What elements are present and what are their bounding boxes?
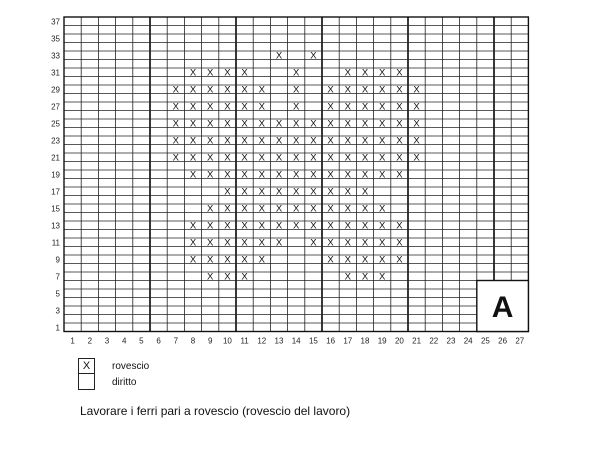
column-number-label: 9 xyxy=(207,336,213,346)
row-number-label: 21 xyxy=(51,153,60,163)
row-number-label: 31 xyxy=(51,68,60,78)
purl-stitch-mark: X xyxy=(344,84,351,96)
purl-stitch-mark: X xyxy=(189,254,197,266)
purl-stitch-mark: X xyxy=(361,186,369,198)
column-number-label: 27 xyxy=(515,336,525,346)
purl-stitch-mark: X xyxy=(379,220,386,232)
purl-stitch-mark: X xyxy=(379,84,386,96)
purl-stitch-mark: X xyxy=(189,101,197,113)
column-number-label: 8 xyxy=(190,336,196,346)
purl-stitch-mark: X xyxy=(241,169,248,181)
purl-stitch-mark: X xyxy=(327,186,334,198)
purl-stitch-mark: X xyxy=(361,254,369,266)
purl-stitch-mark: X xyxy=(224,203,231,215)
purl-stitch-mark: X xyxy=(241,271,248,283)
purl-stitch-mark: X xyxy=(241,186,248,198)
purl-stitch-mark: X xyxy=(293,220,300,232)
purl-stitch-mark: X xyxy=(379,152,386,164)
purl-stitch-mark: X xyxy=(379,67,386,79)
purl-stitch-mark: X xyxy=(207,84,214,96)
purl-stitch-mark: X xyxy=(293,203,300,215)
column-number-label: 21 xyxy=(412,336,422,346)
purl-stitch-mark: X xyxy=(224,186,231,198)
purl-stitch-mark: X xyxy=(258,254,265,266)
purl-stitch-mark: X xyxy=(172,152,179,164)
purl-stitch-mark: X xyxy=(224,237,231,249)
row-number-label: 29 xyxy=(51,85,60,95)
purl-stitch-mark: X xyxy=(207,101,214,113)
purl-stitch-mark: X xyxy=(310,220,317,232)
column-number-label: 15 xyxy=(308,336,318,346)
purl-stitch-mark: X xyxy=(258,84,265,96)
purl-stitch-mark: X xyxy=(258,101,265,113)
purl-stitch-mark: X xyxy=(361,169,369,181)
purl-stitch-mark: X xyxy=(275,186,283,198)
purl-stitch-mark: X xyxy=(327,118,334,130)
purl-stitch-mark: X xyxy=(258,220,265,232)
purl-stitch-mark: X xyxy=(189,118,197,130)
purl-stitch-mark: X xyxy=(344,220,351,232)
purl-stitch-mark: X xyxy=(241,203,248,215)
legend-purl-symbol: X xyxy=(82,360,91,372)
purl-stitch-mark: X xyxy=(327,101,334,113)
purl-stitch-mark: X xyxy=(361,220,369,232)
column-number-label: 10 xyxy=(222,336,232,346)
purl-stitch-mark: X xyxy=(361,237,369,249)
row-number-label: 33 xyxy=(51,51,60,61)
purl-stitch-mark: X xyxy=(224,101,231,113)
purl-stitch-mark: X xyxy=(361,67,369,79)
purl-stitch-mark: X xyxy=(344,135,351,147)
row-number-label: 17 xyxy=(51,187,60,197)
purl-stitch-mark: X xyxy=(224,135,231,147)
purl-stitch-mark: X xyxy=(344,67,351,79)
column-number-label: 17 xyxy=(343,336,353,346)
purl-stitch-mark: X xyxy=(361,152,369,164)
purl-stitch-mark: X xyxy=(293,186,300,198)
purl-stitch-mark: X xyxy=(327,152,334,164)
purl-stitch-mark: X xyxy=(241,135,248,147)
instruction-caption: Lavorare i ferri pari a rovescio (rovescio del lavoro) xyxy=(80,404,351,418)
purl-stitch-mark: X xyxy=(344,254,351,266)
purl-stitch-mark: X xyxy=(361,271,369,283)
purl-stitch-mark: X xyxy=(413,118,420,130)
legend-knit-box xyxy=(78,373,95,390)
purl-stitch-mark: X xyxy=(207,169,214,181)
row-number-label: 5 xyxy=(55,289,60,299)
purl-stitch-mark: X xyxy=(241,84,248,96)
purl-stitch-mark: X xyxy=(207,118,214,130)
purl-stitch-mark: X xyxy=(344,118,351,130)
purl-stitch-mark: X xyxy=(396,101,403,113)
purl-stitch-mark: X xyxy=(379,101,386,113)
purl-stitch-mark: X xyxy=(396,84,403,96)
purl-stitch-mark: X xyxy=(275,135,283,147)
purl-stitch-mark: X xyxy=(396,254,403,266)
purl-stitch-mark: X xyxy=(344,152,351,164)
purl-stitch-mark: X xyxy=(224,220,231,232)
row-number-label: 15 xyxy=(51,204,60,214)
purl-stitch-mark: X xyxy=(275,203,283,215)
purl-stitch-mark: X xyxy=(379,254,386,266)
purl-stitch-mark: X xyxy=(413,135,420,147)
purl-stitch-mark: X xyxy=(413,152,420,164)
purl-stitch-mark: X xyxy=(241,220,248,232)
purl-stitch-mark: X xyxy=(379,169,386,181)
purl-stitch-mark: X xyxy=(310,169,317,181)
column-number-label: 23 xyxy=(446,336,456,346)
purl-stitch-mark: X xyxy=(344,101,351,113)
purl-stitch-mark: X xyxy=(172,84,179,96)
purl-stitch-mark: X xyxy=(310,237,317,249)
purl-stitch-mark: X xyxy=(344,237,351,249)
column-number-label: 25 xyxy=(480,336,490,346)
row-number-label: 23 xyxy=(51,136,60,146)
purl-stitch-mark: X xyxy=(396,135,403,147)
column-number-label: 19 xyxy=(377,336,387,346)
column-number-label: 3 xyxy=(104,336,110,346)
purl-stitch-mark: X xyxy=(241,254,248,266)
column-number-label: 12 xyxy=(257,336,267,346)
purl-stitch-mark: X xyxy=(207,203,214,215)
purl-stitch-mark: X xyxy=(327,237,334,249)
purl-stitch-mark: X xyxy=(361,203,369,215)
purl-stitch-mark: X xyxy=(310,203,317,215)
purl-stitch-mark: X xyxy=(172,101,179,113)
purl-stitch-mark: X xyxy=(241,118,248,130)
purl-stitch-mark: X xyxy=(413,84,420,96)
row-number-label: 7 xyxy=(55,272,60,282)
purl-stitch-mark: X xyxy=(275,237,283,249)
purl-stitch-mark: X xyxy=(413,101,420,113)
purl-stitch-mark: X xyxy=(224,118,231,130)
purl-stitch-mark: X xyxy=(258,135,265,147)
legend-purl-label: rovescio xyxy=(112,361,150,372)
purl-stitch-mark: X xyxy=(258,186,265,198)
purl-stitch-mark: X xyxy=(241,237,248,249)
purl-stitch-mark: X xyxy=(258,203,265,215)
purl-stitch-mark: X xyxy=(361,135,369,147)
purl-stitch-mark: X xyxy=(310,152,317,164)
purl-stitch-mark: X xyxy=(207,220,214,232)
purl-stitch-mark: X xyxy=(275,118,283,130)
purl-stitch-mark: X xyxy=(293,152,300,164)
column-number-label: 24 xyxy=(463,336,473,346)
purl-stitch-mark: X xyxy=(189,84,197,96)
purl-stitch-mark: X xyxy=(344,271,351,283)
purl-stitch-mark: X xyxy=(275,152,283,164)
row-number-label: 11 xyxy=(51,238,60,248)
column-number-label: 7 xyxy=(173,336,179,346)
purl-stitch-mark: X xyxy=(172,118,179,130)
purl-stitch-mark: X xyxy=(293,118,300,130)
purl-stitch-mark: X xyxy=(189,152,197,164)
row-number-label: 19 xyxy=(51,170,60,180)
purl-stitch-mark: X xyxy=(224,84,231,96)
column-number-label: 4 xyxy=(121,336,127,346)
purl-stitch-mark: X xyxy=(379,271,386,283)
purl-stitch-mark: X xyxy=(344,203,351,215)
purl-stitch-mark: X xyxy=(275,169,283,181)
purl-stitch-mark: X xyxy=(241,101,248,113)
legend-knit-label: diritto xyxy=(112,377,137,388)
purl-stitch-mark: X xyxy=(396,220,403,232)
purl-stitch-mark: X xyxy=(189,67,197,79)
column-number-label: 1 xyxy=(70,336,75,346)
column-number-label: 11 xyxy=(240,336,249,346)
purl-stitch-mark: X xyxy=(327,169,334,181)
row-number-label: 9 xyxy=(55,255,60,265)
purl-stitch-mark: X xyxy=(189,237,197,249)
row-number-label: 1 xyxy=(55,323,60,333)
purl-stitch-mark: X xyxy=(361,118,369,130)
purl-stitch-mark: X xyxy=(396,169,403,181)
purl-stitch-mark: X xyxy=(224,67,231,79)
purl-stitch-mark: X xyxy=(224,254,231,266)
purl-stitch-mark: X xyxy=(327,135,334,147)
purl-stitch-mark: X xyxy=(310,135,317,147)
purl-stitch-mark: X xyxy=(379,135,386,147)
column-number-label: 16 xyxy=(326,336,336,346)
purl-stitch-mark: X xyxy=(293,135,300,147)
purl-stitch-mark: X xyxy=(327,203,334,215)
purl-stitch-mark: X xyxy=(189,169,197,181)
purl-stitch-mark: X xyxy=(293,67,300,79)
row-number-label: 27 xyxy=(51,102,60,112)
purl-stitch-mark: X xyxy=(310,50,317,62)
purl-stitch-mark: X xyxy=(344,186,351,198)
column-number-label: 5 xyxy=(139,336,144,346)
purl-stitch-mark: X xyxy=(275,220,283,232)
purl-stitch-mark: X xyxy=(361,84,369,96)
purl-stitch-mark: X xyxy=(241,67,248,79)
purl-stitch-mark: X xyxy=(172,135,179,147)
purl-stitch-mark: X xyxy=(207,67,214,79)
purl-stitch-mark: X xyxy=(293,101,300,113)
purl-stitch-mark: X xyxy=(207,152,214,164)
purl-stitch-mark: X xyxy=(379,203,386,215)
column-number-label: 2 xyxy=(87,336,93,346)
purl-stitch-mark: X xyxy=(344,169,351,181)
purl-stitch-mark: X xyxy=(396,67,403,79)
purl-stitch-mark: X xyxy=(241,152,248,164)
row-number-label: 37 xyxy=(51,17,60,27)
purl-stitch-mark: X xyxy=(379,118,386,130)
purl-stitch-mark: X xyxy=(207,254,214,266)
purl-stitch-mark: X xyxy=(379,237,386,249)
purl-stitch-mark: X xyxy=(258,152,265,164)
purl-stitch-mark: X xyxy=(258,118,265,130)
purl-stitch-mark: X xyxy=(293,169,300,181)
row-number-label: 13 xyxy=(51,221,60,231)
purl-stitch-mark: X xyxy=(310,186,317,198)
purl-stitch-mark: X xyxy=(258,237,265,249)
purl-stitch-mark: X xyxy=(189,135,197,147)
purl-stitch-mark: X xyxy=(224,271,231,283)
purl-stitch-mark: X xyxy=(258,169,265,181)
column-number-label: 6 xyxy=(156,336,161,346)
purl-stitch-mark: X xyxy=(396,152,403,164)
row-number-label: 3 xyxy=(55,306,60,316)
row-number-label: 35 xyxy=(51,34,60,44)
purl-stitch-mark: X xyxy=(293,84,300,96)
purl-stitch-mark: X xyxy=(207,237,214,249)
purl-stitch-mark: X xyxy=(327,84,334,96)
purl-stitch-mark: X xyxy=(224,169,231,181)
purl-stitch-mark: X xyxy=(361,101,369,113)
purl-stitch-mark: X xyxy=(396,118,403,130)
column-number-label: 13 xyxy=(274,336,284,346)
purl-stitch-mark: X xyxy=(310,118,317,130)
purl-stitch-mark: X xyxy=(275,50,283,62)
purl-stitch-mark: X xyxy=(327,254,334,266)
purl-stitch-mark: X xyxy=(207,135,214,147)
purl-stitch-mark: X xyxy=(189,220,197,232)
row-number-label: 25 xyxy=(51,119,60,129)
column-number-label: 14 xyxy=(291,336,301,346)
purl-stitch-mark: X xyxy=(396,237,403,249)
column-number-label: 20 xyxy=(394,336,404,346)
column-number-label: 22 xyxy=(429,336,439,346)
corner-label-a: A xyxy=(491,291,514,324)
purl-stitch-mark: X xyxy=(207,271,214,283)
purl-stitch-mark: X xyxy=(224,152,231,164)
column-number-label: 18 xyxy=(360,336,370,346)
column-number-label: 26 xyxy=(498,336,508,346)
purl-stitch-mark: X xyxy=(327,220,334,232)
